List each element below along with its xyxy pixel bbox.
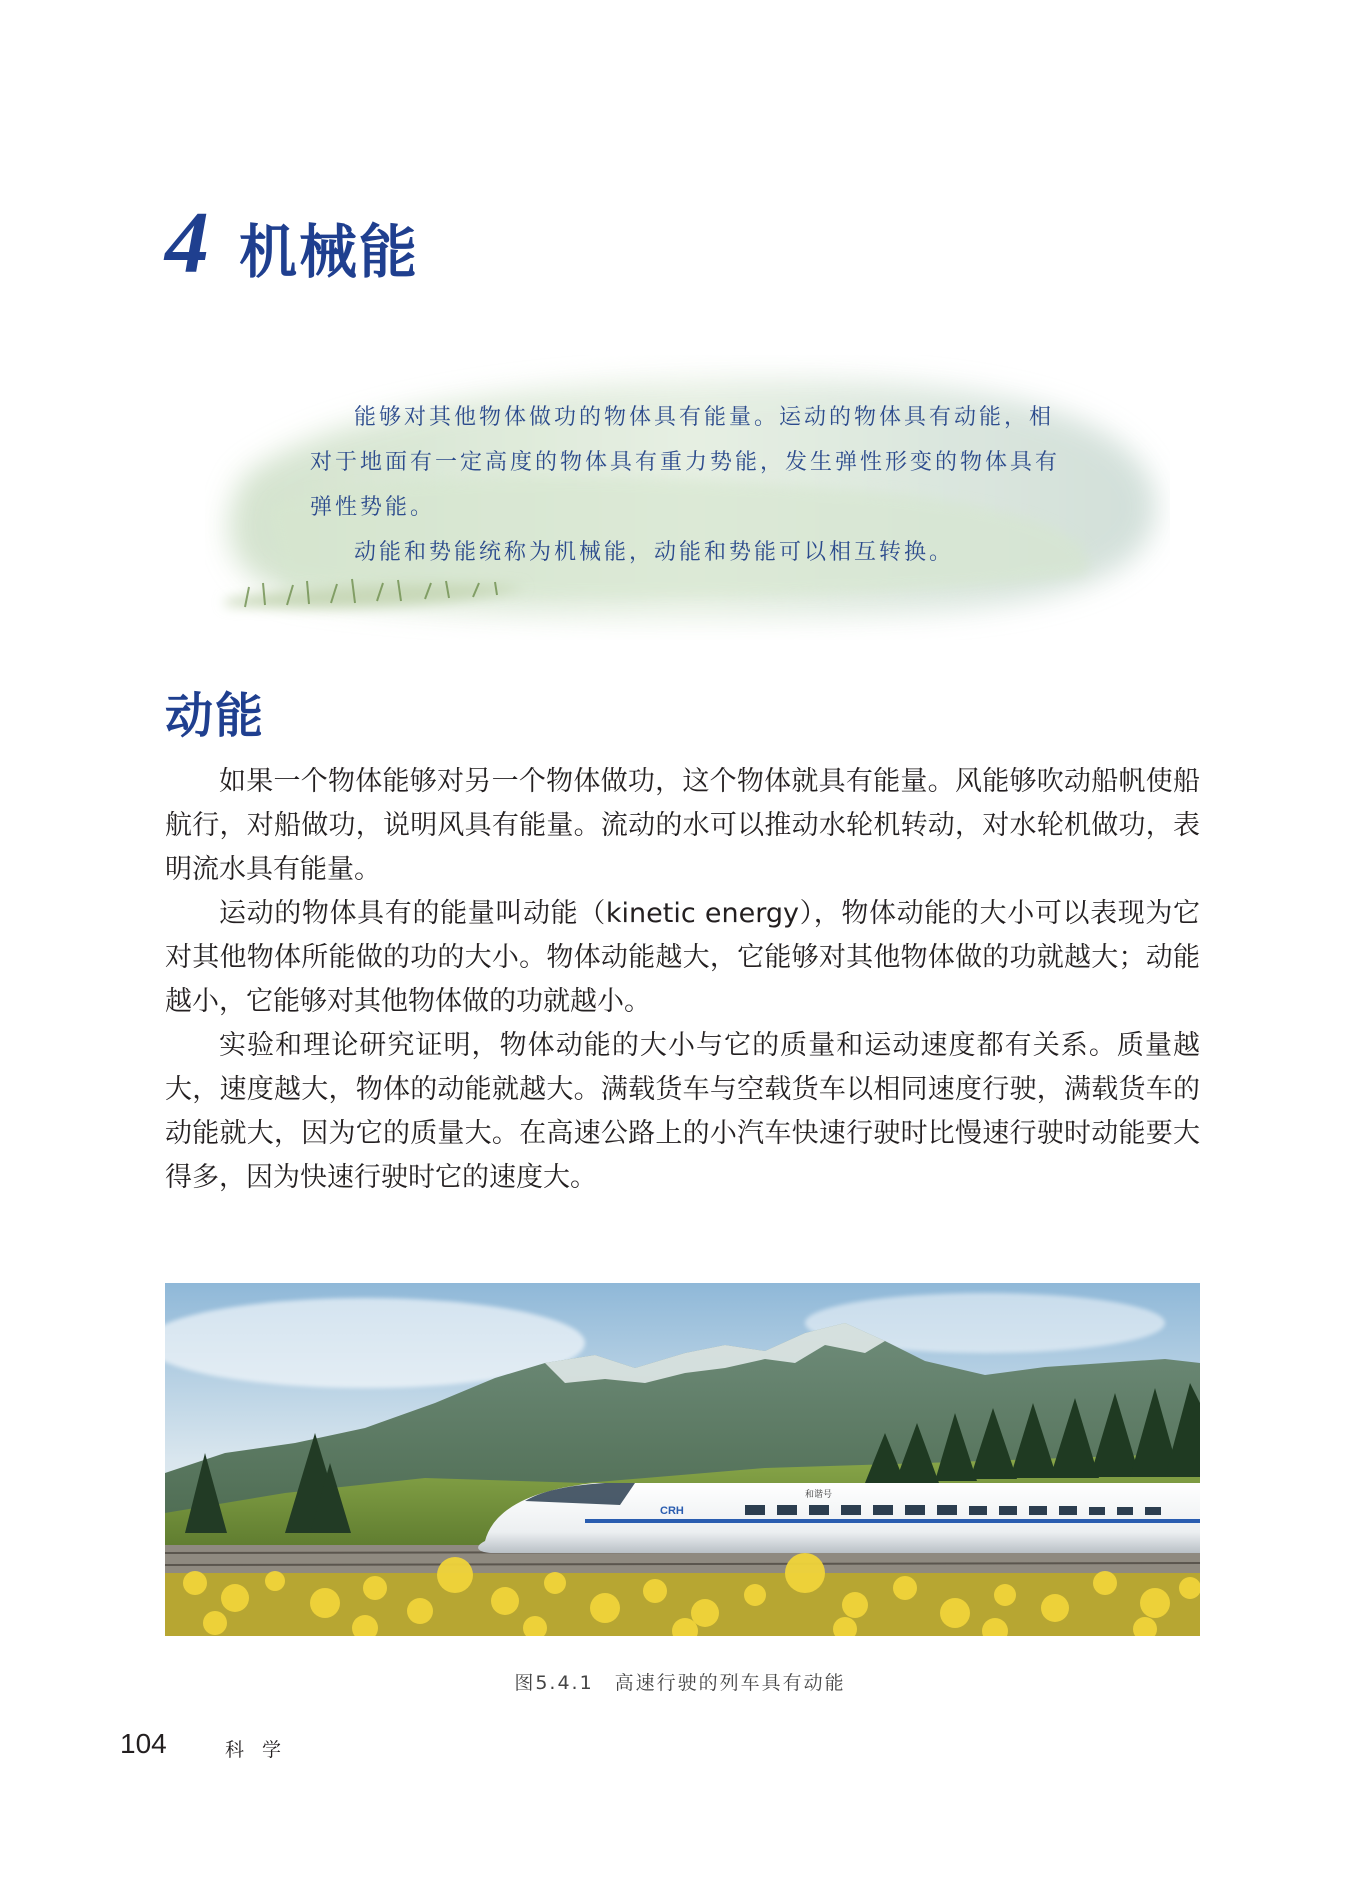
train-illustration — [478, 1483, 1200, 1553]
train-photo — [165, 1283, 1200, 1636]
body-paragraph: 实验和理论研究证明，物体动能的大小与它的质量和运动速度都有关系。质量越大，速度越大，物体的动能就越大。满载货车与空载货车以相同速度行驶，满载货车的动能就大，因为它的质量大。在高速公路上的小汽车快速行驶时比慢速行驶时动能要大得多，因为快速行驶时它的速度大。 — [165, 1030, 1200, 1193]
summary-box — [205, 355, 1170, 640]
body-text — [165, 760, 1200, 1200]
summary-paragraph: 能够对其他物体做功的物体具有能量。运动的物体具有动能，相对于地面有一定高度的物体具有重力势能，发生弹性形变的物体具有弹性势能。 — [310, 405, 1061, 520]
chapter-number: 4 — [165, 195, 209, 292]
train-logo: CRH — [660, 1505, 684, 1517]
page-number: 104 — [120, 1728, 167, 1759]
chapter-title — [165, 195, 420, 292]
running-head: 科 学 — [225, 1739, 288, 1761]
summary-text — [310, 395, 1070, 575]
body-paragraph: 如果一个物体能够对另一个物体做功，这个物体就具有能量。风能够吹动船帆使船航行，对船做功，说明风具有能量。流动的水可以推动水轮机转动，对水轮机做功，表明流水具有能量。 — [165, 766, 1200, 885]
figure-caption: 图5.4.1 高速行驶的列车具有动能 — [514, 1672, 846, 1694]
summary-paragraph: 动能和势能统称为机械能，动能和势能可以相互转换。 — [354, 540, 955, 565]
section-title: 动能 — [165, 688, 266, 744]
chapter-name: 机械能 — [239, 218, 420, 286]
body-paragraph: 运动的物体具有的能量叫动能（kinetic energy），物体动能的大小可以表现为它对其他物体所能做的功的大小。物体动能越大，它能够对其他物体做的功就越大；动能越小，它能够对其他物体做的功就越小。 — [165, 898, 1200, 1017]
train-name: 和谐号 — [805, 1490, 833, 1500]
